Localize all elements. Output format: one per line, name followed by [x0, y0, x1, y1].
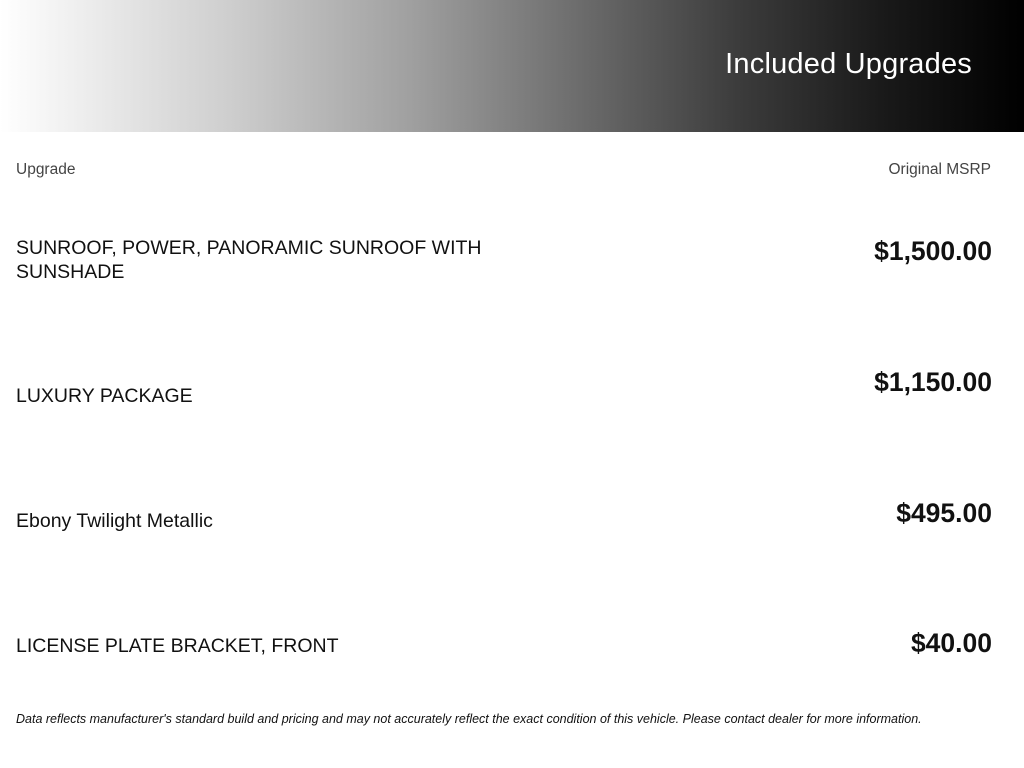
upgrade-price: $495.00	[896, 498, 992, 528]
column-header-msrp: Original MSRP	[888, 161, 991, 178]
upgrade-name: Ebony Twilight Metallic	[16, 510, 213, 532]
disclaimer-text: Data reflects manufacturer's standard build and pricing and may not accurately reflect the exact condition of this vehicle. Please contact dealer for more information.	[16, 712, 922, 726]
column-header-upgrade: Upgrade	[16, 161, 76, 178]
upgrade-price: $1,150.00	[874, 367, 992, 397]
upgrade-name: SUNROOF, POWER, PANORAMIC SUNROOF WITH SUNSHADE	[16, 237, 482, 283]
page-title: Included Upgrades	[725, 48, 972, 80]
upgrade-name: LUXURY PACKAGE	[16, 385, 193, 407]
upgrade-name: LICENSE PLATE BRACKET, FRONT	[16, 635, 339, 657]
header-banner	[0, 0, 1024, 132]
upgrade-price: $1,500.00	[874, 236, 992, 266]
upgrade-price: $40.00	[910, 628, 992, 658]
